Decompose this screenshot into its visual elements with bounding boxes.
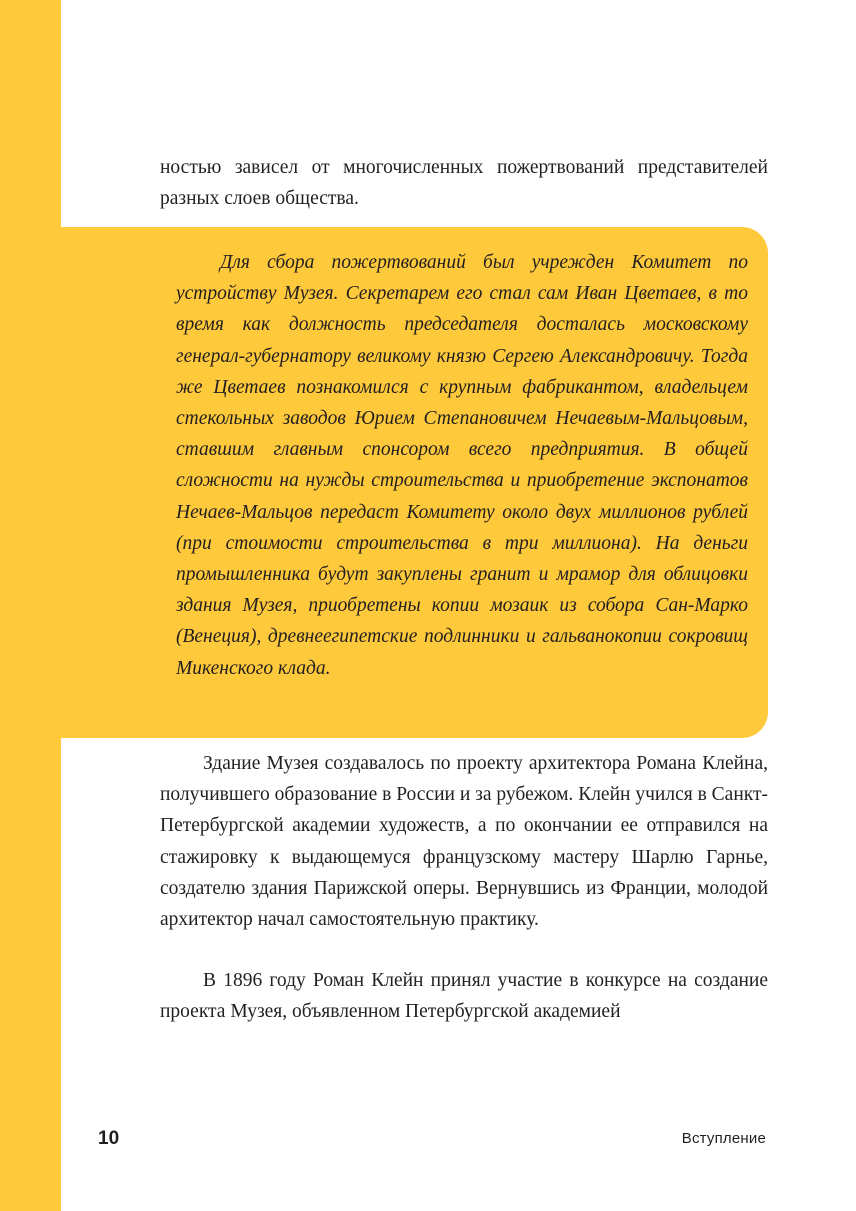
paragraph-architect: Здание Музея создавалось по проекту архитектора Романа Клейна, получившего образование в России и за рубежом. Клейн учился в Санкт-Петербургской академии художеств, а по окончании ее отправился на стажировку к выдающемуся французскому мастеру Шарлю Гарнье, создателю здания Парижской оперы. Вернувшись из Франции, молодой архитектор начал самостоятельную практику. [160, 753, 768, 931]
running-title: Вступление [681, 1130, 766, 1147]
page-number: 10 [98, 1128, 120, 1149]
callout-text: Для сбора пожертвований был учрежден Комитет по устройству Музея. Секретарем его стал сам Иван Цветаев, в то время как должность председателя досталась московскому генерал-губернатору великому князю Сергею Александровичу. Тогда же Цветаев познакомился с крупным фабрикантом, владельцем стекольных заводов Юрием Степановичем Нечаевым-Мальцовым, ставшим главным спонсором всего предприятия. В общей сложности на нужды строительства и приобретение экспонатов Нечаев-Мальцов передаст Комитету около двух миллионов рублей (при стоимости строительства в три миллиона). На деньги промышленника будут закуплены гранит и мрамор для облицовки здания Музея, приобретены копии мозаик из собора Сан-Марко (Венеция), древнеегипетские подлинники и гальванокопии сокровищ Микенского клада. [176, 252, 748, 679]
continued-paragraph: ностью зависел от многочисленных пожертвований представителей разных слоев общества. [160, 157, 768, 210]
paragraph-competition: В 1896 году Роман Клейн принял участие в конкурсе на создание проекта Музея, объявленном Петербургской академией [160, 970, 768, 1023]
